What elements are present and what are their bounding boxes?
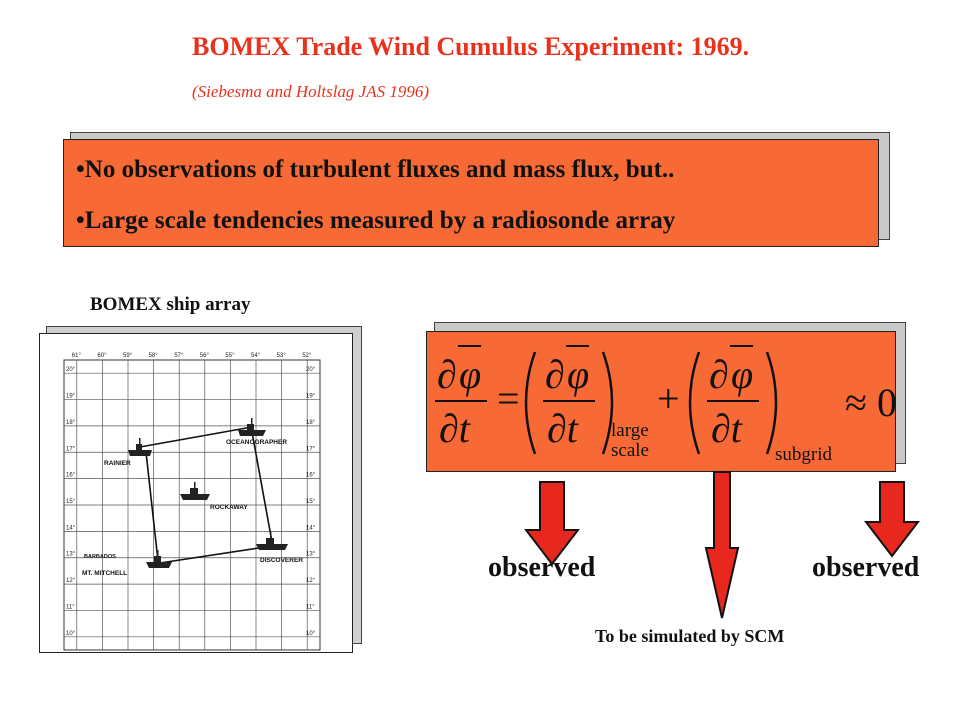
longitude-label: 61°: [71, 353, 81, 359]
latitude-label: 20°: [66, 367, 76, 374]
svg-text:φ: φ: [731, 352, 754, 397]
bullet-item: •No observations of turbulent fluxes and mass flux, but..: [76, 156, 675, 183]
arrow-down-icon: [864, 480, 920, 558]
budget-equation: [426, 331, 896, 472]
svg-text:φ: φ: [459, 352, 482, 397]
latitude-label: 18°: [66, 419, 76, 426]
subscript-subgrid: subgrid: [775, 444, 832, 465]
longitude-label: 58°: [148, 353, 158, 359]
latitude-label: 15°: [66, 499, 76, 505]
svg-text:=: =: [497, 376, 520, 421]
latitude-label: 11°: [66, 604, 75, 611]
svg-text:∂t: ∂t: [547, 406, 578, 451]
latitude-label: 17°: [306, 446, 316, 453]
longitude-label: 60°: [97, 353, 107, 359]
latitude-label: 12°: [306, 578, 316, 585]
citation: (Siebesma and Holtslag JAS 1996): [192, 82, 430, 101]
longitude-label: 54°: [251, 353, 261, 359]
longitude-label: 53°: [276, 353, 286, 359]
longitude-label: 52°: [302, 353, 312, 359]
slide-title: BOMEX Trade Wind Cumulus Experiment: 1969.: [192, 32, 750, 61]
svg-text:φ: φ: [567, 352, 590, 397]
latitude-label: 13°: [306, 551, 316, 558]
ship-label: DISCOVERER: [260, 557, 303, 564]
svg-text:+: +: [657, 376, 680, 421]
latitude-label: 10°: [66, 630, 76, 637]
latitude-label: 14°: [306, 525, 316, 532]
ship-label: MT. MITCHELL: [82, 570, 128, 577]
svg-text:∂t: ∂t: [711, 406, 742, 451]
latitude-label: 16°: [306, 472, 316, 479]
observed-label: observed: [488, 552, 596, 583]
latitude-label: 11°: [306, 604, 315, 611]
ship-label: RAINIER: [104, 460, 131, 467]
observed-label: observed: [812, 552, 920, 583]
latitude-label: 20°: [306, 367, 316, 374]
ship-icon: [180, 482, 210, 500]
island-label: BARBADOS: [84, 554, 116, 560]
equation-svg: [427, 332, 897, 473]
ship-icon: [128, 438, 152, 456]
latitude-label: 12°: [66, 578, 76, 585]
longitude-label: 59°: [123, 353, 133, 359]
latitude-label: 16°: [66, 472, 76, 479]
ship-array-map: [39, 333, 353, 653]
subscript-scale: scale: [611, 440, 649, 461]
latitude-label: 15°: [306, 499, 316, 505]
latitude-label: 19°: [306, 393, 316, 400]
ship-icon: [256, 532, 288, 550]
latitude-label: 18°: [306, 419, 316, 426]
svg-text:∂: ∂: [437, 352, 457, 397]
map-caption: BOMEX ship array: [90, 294, 251, 315]
longitude-label: 55°: [225, 353, 235, 359]
arrow-down-icon: [704, 470, 740, 620]
subscript-large: large: [611, 420, 649, 441]
latitude-label: 17°: [66, 446, 76, 453]
approx-zero: ≈ 0: [845, 380, 897, 425]
latitude-label: 13°: [66, 551, 76, 558]
svg-text:∂: ∂: [545, 352, 565, 397]
longitude-label: 57°: [174, 353, 184, 359]
svg-text:∂t: ∂t: [439, 406, 470, 451]
latitude-label: 10°: [306, 630, 316, 637]
ship-icon: [238, 418, 266, 436]
bullet-box: [63, 139, 879, 247]
ship-icon: [146, 550, 172, 568]
latitude-label: 14°: [66, 525, 76, 532]
scm-label: To be simulated by SCM: [595, 626, 785, 646]
ship-label: OCEANOGRAPHER: [226, 439, 288, 446]
latitude-label: 19°: [66, 393, 76, 400]
map-svg: [40, 334, 354, 654]
svg-text:∂: ∂: [709, 352, 729, 397]
ship-label: ROCKAWAY: [210, 504, 248, 511]
longitude-label: 56°: [199, 353, 209, 359]
bullet-item: •Large scale tendencies measured by a radiosonde array: [76, 207, 676, 234]
